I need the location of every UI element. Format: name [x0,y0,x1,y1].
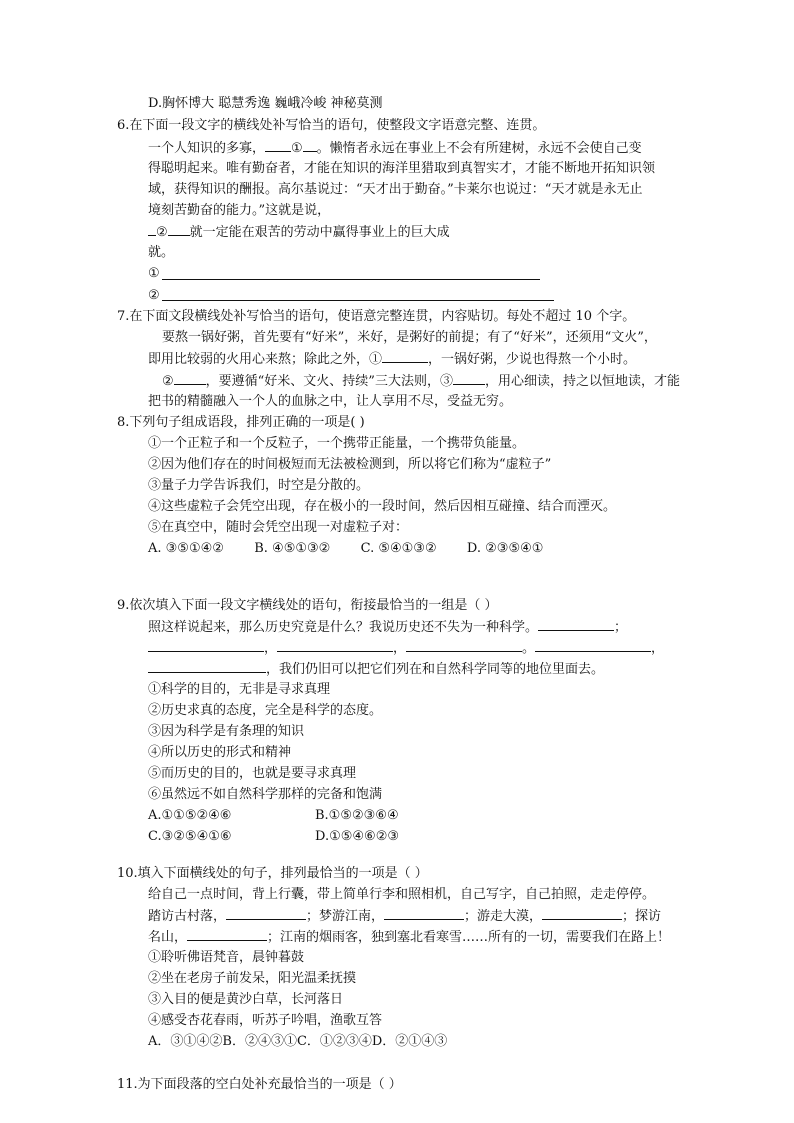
q9-choice-2: ②历史求真的态度，完全是科学的态度。 [148,703,383,718]
q8-options [148,539,543,558]
q7-line-1: 要熬一锅好粥，首先要有“好米”，米好，是粥好的前提；有了“好米”，还须用“文火”， [162,330,657,345]
q11-title: 11.为下面段落的空白处补充最恰当的一项是（ ） [117,1077,402,1092]
q9-choice-6: ⑥虽然远不如自然科学那样的完备和饱满 [148,787,383,802]
q6-line-5: ② 就一定能在艰苦的劳动中赢得事业上的巨大成 [148,222,450,242]
q7-line-4: 把书的精髓融入一个人的血脉之中，让人享用不尽，受益无穷。 [148,394,513,409]
q6-answer-1-line[interactable] [162,279,540,280]
q8-title: 8.下列句子组成语段，排列正确的一项是( ) [117,415,365,430]
q9-choice-3: ③因为科学是有条理的知识 [148,724,305,739]
q9-line-1: 照这样说起来，那么历史究竟是什么？我说历史还不失为一种科学。 ； [148,617,627,637]
q8-option-b[interactable]: B. ④⑤①③② [254,541,331,556]
q8-option-d[interactable]: D. ②③⑤④① [466,541,544,556]
q7-title: 7.在下面文段横线处补写恰当的语句，使语意完整连贯，内容贴切。每处不超过 10 个字。 [117,309,636,324]
q8-sentence-5: ⑤在真空中，随时会凭空出现一对虚粒子对： [148,520,409,535]
q9-title: 9.依次填入下面一段文字横线处的语句，衔接最恰当的一组是（ ） [117,598,498,613]
q9-option-b[interactable]: B.①⑤②③⑥④ [315,808,399,823]
q8-sentence-4: ④这些虚粒子会凭空出现，存在极小的一段时间，然后因相互碰撞、结合而湮灭。 [148,499,617,514]
q10-options[interactable]: A．③①④②B．②④③①C．①②③④D．②①④③ [148,1034,448,1049]
q9-line-3: ，我们仍旧可以把它们列在和自然科学同等的地位里面去。 [148,659,604,679]
q8-option-c[interactable]: C. ⑤④①③② [360,541,437,556]
q10-line-1: 给自己一点时间，背上行囊，带上简单行李和照相机，自己写字，自己拍照，走走停停。 [148,887,656,902]
q9-choice-5: ⑤而历史的目的，也就是要寻求真理 [148,766,357,781]
q5-option-d: D.胸怀博大 聪慧秀逸 巍峨冷峻 神秘莫测 [148,96,383,111]
q6-answer-2-line[interactable] [162,300,554,301]
q9-choice-4: ④所以历史的形式和精神 [148,745,292,760]
q10-line-2: 踏访古村落， ；梦游江南， ；游走大漠， ；探访 [148,906,661,926]
q6-line-6: 就。 [148,245,175,260]
q10-line-3: 名山， ；江南的烟雨客，独到塞北看寒雪……所有的一切，需要我们在路上！ [148,927,670,947]
q6-line-3: 域，获得知识的酬报。高尔基说过：“天才出于勤奋。”卡莱尔也说过：“天才就是永无止 [148,182,643,197]
q8-option-a[interactable]: A. ③⑤①④② [148,541,224,556]
q9-option-a[interactable]: A.①①⑤②④⑥ [148,808,232,823]
q9-option-d[interactable]: D.①⑤④⑥②③ [315,829,400,844]
q6-answer-1-label: ① [148,266,160,281]
q7-line-2: 即用比较弱的火用心来熬；除此之外，① ，一锅好粥，少说也得熬一个小时。 [148,349,636,369]
q10-choice-3: ③入目的便是黄沙白草，长河落日 [148,992,344,1007]
q6-line-1: 一个人知识的多寡， ① 。懒惰者永远在事业上不会有所建树，永远不会使自己变 [148,138,642,158]
q6-line-4: 境刻苦勤奋的能力。”这就是说， [148,203,331,218]
q8-sentence-2: ②因为他们存在的时间极短而无法被检测到，所以将它们称为“虚粒子” [148,457,552,472]
q9-option-c[interactable]: C.③②⑤④①⑥ [148,829,232,844]
q9-line-2: ， ， 。 ， [148,638,664,658]
q10-choice-1: ①聆听佛语梵音，晨钟暮鼓 [148,950,305,965]
q6-title: 6.在下面一段文字的横线处补写恰当的语句，使整段文字语意完整、连贯。 [117,118,546,133]
q6-line-2: 得聪明起来。唯有勤奋者，才能在知识的海洋里猎取到真智实才，才能不断地开拓知识领 [148,161,656,176]
q8-sentence-1: ①一个正粒子和一个反粒子，一个携带正能量，一个携带负能量。 [148,436,526,451]
q8-sentence-3: ③量子力学告诉我们，时空是分散的。 [148,478,370,493]
q9-choice-1: ①科学的目的，无非是寻求真理 [148,682,331,697]
q7-line-3: ② ，要遵循“好米、文火、持续”三大法则，③ ，用心细读，持之以恒地读，才能 [162,371,680,391]
q6-answer-2-label: ② [148,288,160,303]
q10-choice-2: ②坐在老房子前发呆，阳光温柔抚摸 [148,971,357,986]
q10-title: 10.填入下面横线处的句子，排列最恰当的一项是（ ） [117,866,428,881]
q10-choice-4: ④感受杏花春雨，听苏子吟唱，渔歌互答 [148,1013,383,1028]
